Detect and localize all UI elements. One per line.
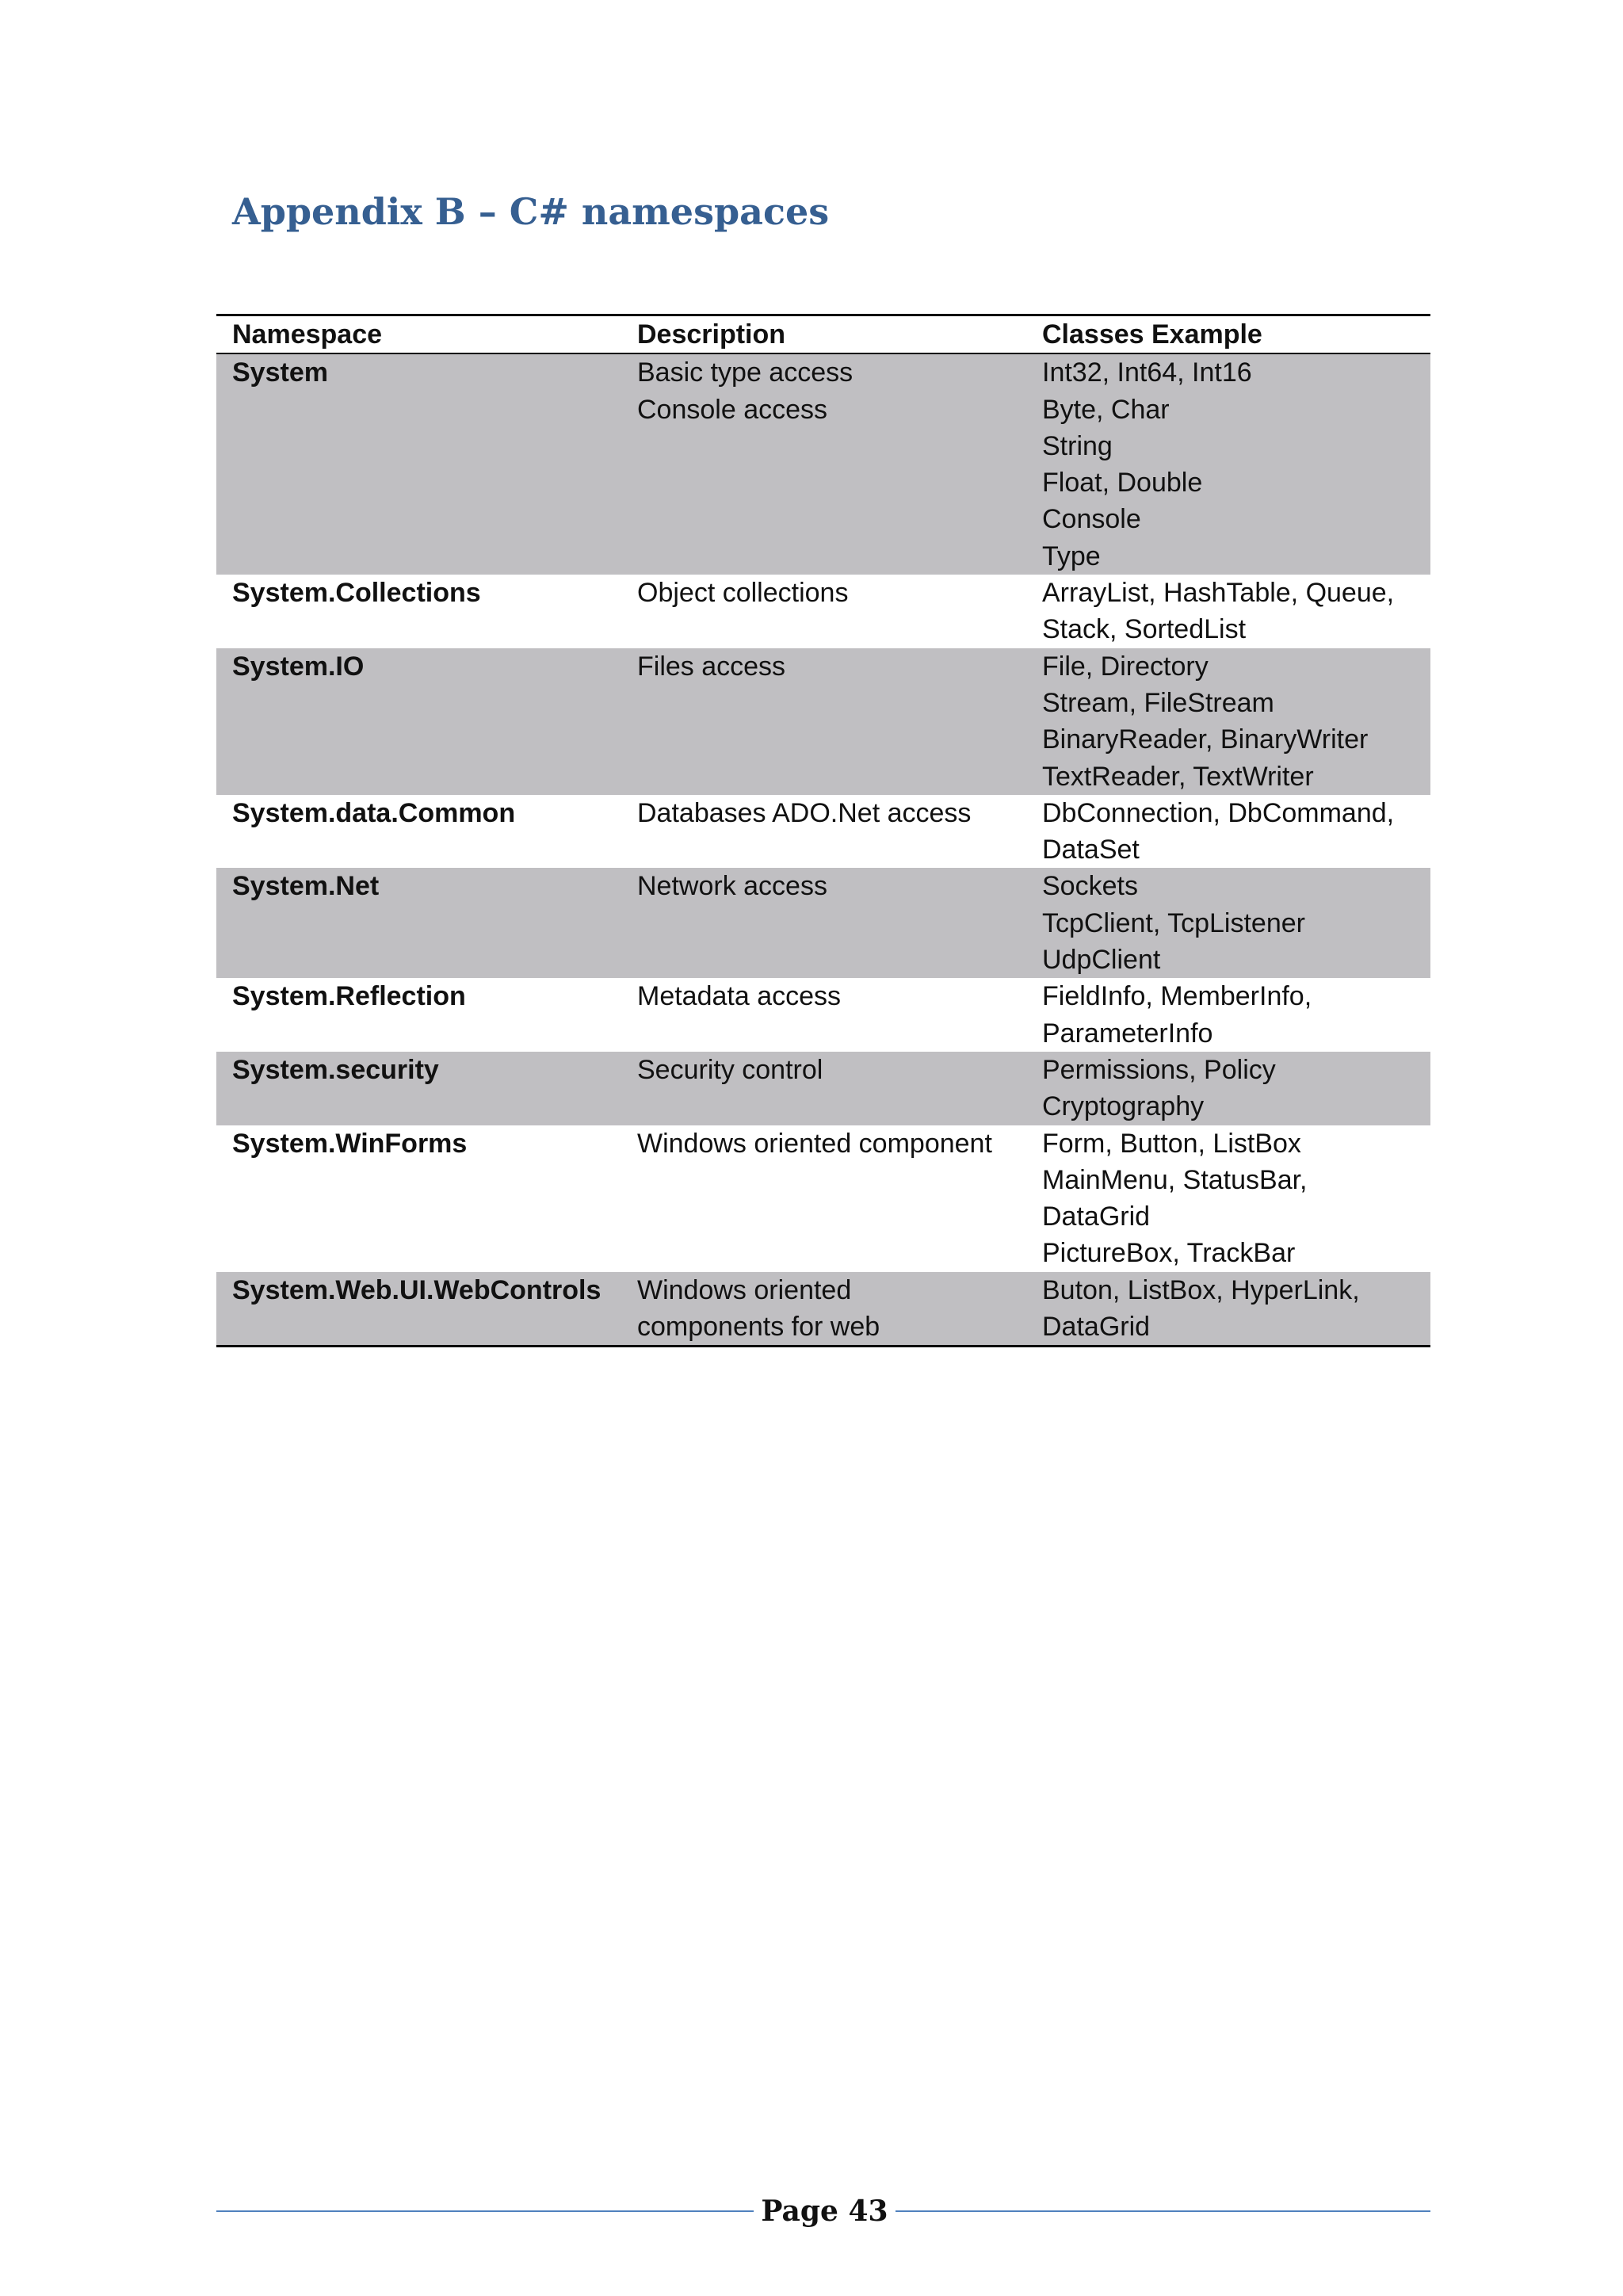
description-cell [621,868,1026,978]
description-cell [621,795,1026,869]
classes-line: ArrayList, HashTable, Queue, [1042,578,1395,609]
description-line: Files access [637,651,786,682]
classes-cell [1026,1125,1430,1272]
namespace-cell: System.Web.UI.WebControls [216,1272,621,1347]
description-line: Databases ADO.Net access [637,797,972,828]
classes-line: Console [1042,504,1141,535]
description-line: Security control [637,1054,823,1085]
table-header-row [216,315,1430,354]
table-row [216,575,1430,648]
classes-cell [1026,978,1430,1052]
classes-line: String [1042,430,1113,461]
description-cell [621,1272,1026,1347]
table-row [216,978,1430,1052]
header-classes-example: Classes Example [1026,315,1430,354]
namespace-cell: System.Reflection [232,981,466,1012]
page-number: Page 43 [761,2195,888,2228]
classes-line: UdpClient [1042,945,1161,976]
description-line: Windows oriented component [637,1128,992,1159]
description-line: Console access [637,394,828,425]
classes-line: BinaryReader, BinaryWriter [1042,724,1369,755]
description-line: Network access [637,871,827,902]
classes-line: Sockets [1042,871,1138,902]
description-cell [621,1052,1026,1125]
footer-rule-right [896,2210,1430,2212]
description-line: Windows oriented [637,1274,852,1305]
table-body [216,353,1430,1347]
classes-line: Buton, ListBox, HyperLink, [1042,1274,1360,1305]
classes-cell [1026,575,1430,648]
description-cell [621,353,1026,575]
classes-line: Permissions, Policy [1042,1054,1276,1085]
classes-line: Stream, FileStream [1042,687,1274,718]
classes-line: PictureBox, TrackBar [1042,1238,1296,1269]
description-line: Metadata access [637,981,842,1012]
table-row [216,1125,1430,1272]
classes-line: DbConnection, DbCommand, [1042,797,1395,828]
table-row [216,868,1430,978]
classes-line: DataGrid [1042,1201,1151,1232]
classes-cell [1026,648,1430,795]
table-row [216,1272,1430,1347]
classes-cell [1026,795,1430,869]
page-footer [216,2187,1430,2235]
namespace-cell: System [216,353,621,575]
header-description: Description [621,315,1026,354]
description-cell [621,1125,1026,1272]
namespace-cell: System.Collections [232,578,481,609]
classes-line: MainMenu, StatusBar, [1042,1164,1308,1195]
namespaces-table [216,314,1430,1347]
description-line: Basic type access [637,357,854,388]
description-cell [621,575,1026,648]
classes-line: Type [1042,541,1101,571]
namespace-cell: System.IO [216,648,621,795]
classes-line: TextReader, TextWriter [1042,761,1314,792]
table-row [216,795,1430,869]
classes-cell [1026,353,1430,575]
classes-cell [1026,1272,1430,1347]
table-row [216,353,1430,575]
header-namespace: Namespace [216,315,621,354]
classes-line: FieldInfo, MemberInfo, [1042,981,1312,1012]
classes-cell [1026,868,1430,978]
table-row [216,1052,1430,1125]
classes-line: Float, Double [1042,468,1203,499]
classes-line: Byte, Char [1042,394,1170,425]
classes-line: ParameterInfo [1042,1018,1213,1049]
description-line: components for web [637,1312,880,1343]
classes-cell [1026,1052,1430,1125]
classes-line: Form, Button, ListBox [1042,1128,1301,1159]
namespace-cell: System.data.Common [232,797,516,828]
namespace-cell: System.Net [216,868,621,978]
classes-line: Cryptography [1042,1091,1205,1122]
classes-line: DataGrid [1042,1312,1151,1343]
description-cell [621,648,1026,795]
namespace-cell: System.WinForms [232,1128,468,1159]
page-title: Appendix B – C# namespaces [232,190,830,233]
classes-line: Stack, SortedList [1042,614,1247,645]
description-line: Object collections [637,578,849,609]
description-cell [621,978,1026,1052]
namespace-cell: System.security [216,1052,621,1125]
footer-rule-left [216,2210,754,2212]
table-row [216,648,1430,795]
classes-line: Int32, Int64, Int16 [1042,357,1252,388]
classes-line: TcpClient, TcpListener [1042,907,1305,938]
classes-line: File, Directory [1042,651,1209,682]
classes-line: DataSet [1042,835,1140,865]
